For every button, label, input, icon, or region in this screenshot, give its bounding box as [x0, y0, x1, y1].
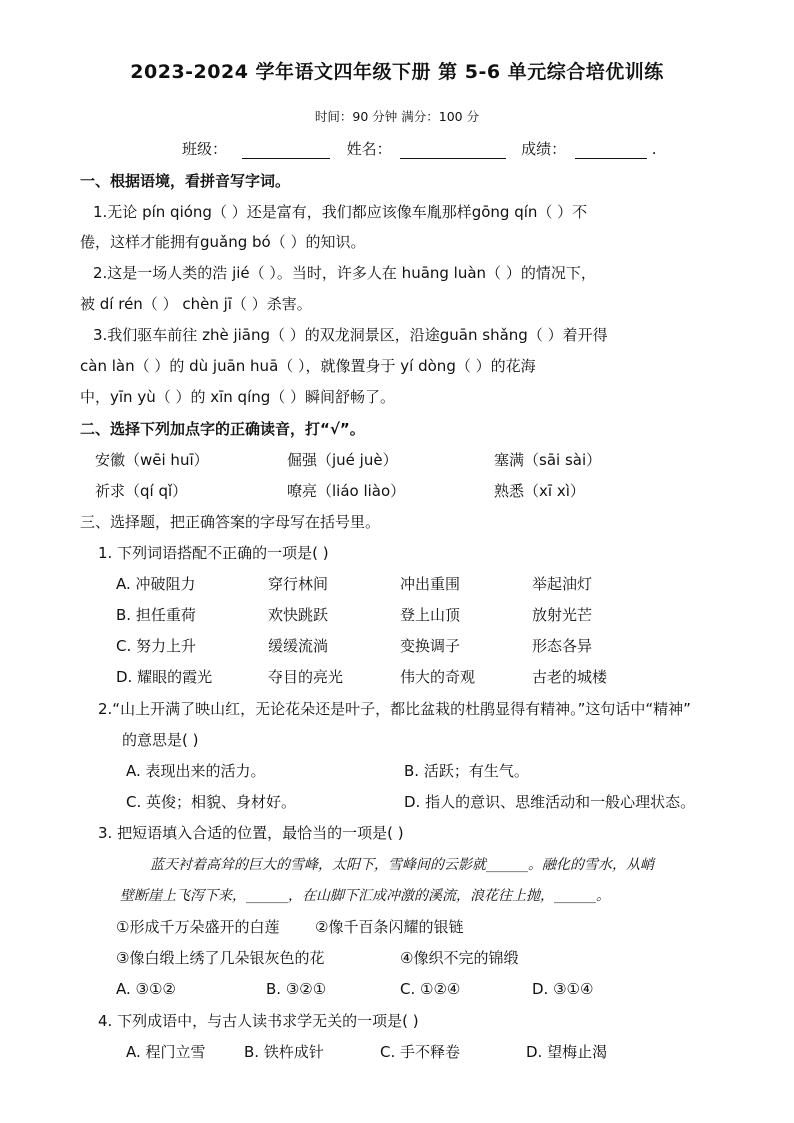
q1-option: 伟大的奇观 [400, 668, 476, 686]
q1-option: D. 耀眼的霞光 [116, 668, 213, 686]
class-field[interactable] [242, 142, 330, 159]
q2-stem: 2.“山上开满了映山红，无论花朵还是叶子，都比盆栽的杜鹃显得有精神。”这句话中“精神” [98, 700, 691, 718]
page-title: 2023-2024 学年语文四年级下册 第 5-6 单元综合培优训练 [130, 61, 664, 83]
student-info-row [182, 139, 657, 159]
q3-answer: A. ③①② [116, 980, 176, 998]
q3-phrase-2: ②像千百条闪耀的银链 [315, 918, 464, 936]
s1-line-5: 3.我们驱车前往 zhè jiāng（ ）的双龙洞景区，沿途guān shǎng（ ）着开得 [93, 326, 608, 344]
q1-option: 举起油灯 [532, 575, 593, 593]
q1-option: 变换调子 [400, 637, 461, 655]
q1-option: 冲出重围 [400, 575, 461, 593]
q3-stem: 3. 把短语填入合适的位置，最恰当的一项是( ) [98, 824, 404, 842]
score-label: 成绩： [521, 140, 567, 158]
q4-answer: A. 程门立雪 [126, 1043, 206, 1061]
s2-item: 祈求（qí qǐ） [95, 482, 188, 500]
q1-option: 形态各异 [532, 637, 593, 655]
s1-line-6: càn làn（ ）的 dù juān huā（ ），就像置身于 yí dòng（ ）的花海 [80, 357, 536, 375]
q1-option: 古老的城楼 [532, 668, 608, 686]
q3-phrase-1: ①形成千万朵盛开的白莲 [116, 918, 280, 936]
q1-option: A. 冲破阻力 [116, 575, 196, 593]
q2-option-d: D. 指人的意识、思维活动和一般心理状态。 [404, 793, 696, 811]
q3-answer: B. ③②① [266, 980, 327, 998]
s2-item: 倔强（jué juè） [287, 451, 398, 469]
s2-item: 熟悉（xī xì） [494, 482, 585, 500]
end-mark: . [651, 140, 657, 158]
q3-answer: D. ③①④ [532, 980, 594, 998]
exam-meta: 时间：90 分钟 满分：100 分 [314, 109, 480, 124]
q1-option: C. 努力上升 [116, 637, 197, 655]
q3-passage-line1: 蓝天衬着高耸的巨大的雪峰，太阳下，雪峰间的云影就______。融化的雪水，从峭 [150, 857, 654, 873]
s2-item: 安徽（wēi huī） [95, 451, 209, 469]
q1-option: 穿行林间 [268, 575, 329, 593]
q4-answer: B. 铁杵成针 [244, 1043, 324, 1061]
q1-option: 放射光芒 [532, 606, 593, 624]
q1-option: 欢快跳跃 [268, 606, 329, 624]
q4-stem: 4. 下列成语中，与古人读书求学无关的一项是( ) [98, 1012, 419, 1030]
q3-answer: C. ①②④ [400, 980, 461, 998]
s2-item: 嘹亮（liáo liào） [287, 482, 406, 500]
s1-line-2: 倦，这样才能拥有guǎng bó（ ）的知识。 [80, 233, 366, 251]
section3-heading: 三、选择题，把正确答案的字母写在括号里。 [80, 513, 381, 531]
q3-passage-line2: 壁断崖上飞泻下来，______，在山脚下汇成冲激的溪流，浪花往上抛，______。 [120, 888, 610, 904]
s1-line-3: 2.这是一场人类的浩 jié（ ）。当时，许多人在 huāng luàn（ ）的情况下， [93, 264, 596, 282]
q3-phrase-4: ④像织不完的锦缎 [400, 949, 519, 967]
q2-option-b: B. 活跃；有生气。 [404, 762, 529, 780]
class-label: 班级： [182, 140, 228, 158]
name-field[interactable] [400, 142, 506, 159]
section2-heading: 二、选择下列加点字的正确读音，打“√”。 [80, 420, 365, 438]
q1-option: 夺目的亮光 [268, 668, 344, 686]
q4-answer: D. 望梅止渴 [526, 1043, 608, 1061]
s1-line-7: 中，yīn yù（ ）的 xīn qíng（ ）瞬间舒畅了。 [80, 388, 396, 406]
q1-option: 缓缓流淌 [268, 637, 329, 655]
s1-line-4: 被 dí rén（ ） chèn jī（ ）杀害。 [80, 295, 312, 313]
score-field[interactable] [575, 142, 647, 159]
s1-line-1: 1.无论 pín qióng（ ）还是富有，我们都应该像车胤那样gōng qín（ ）不 [93, 203, 588, 221]
q3-phrase-3: ③像白缎上绣了几朵银灰色的花 [116, 949, 325, 967]
q1-option: B. 担任重荷 [116, 606, 196, 624]
name-label: 姓名： [346, 140, 392, 158]
q2-option-a: A. 表现出来的活力。 [126, 762, 266, 780]
q2-option-c: C. 英俊；相貌、身材好。 [126, 793, 297, 811]
q2-stem-cont: 的意思是( ) [122, 731, 199, 749]
q1-option: 登上山顶 [400, 606, 461, 624]
q4-answer: C. 手不释卷 [380, 1043, 461, 1061]
q1-stem: 1. 下列词语搭配不正确的一项是( ) [98, 544, 329, 562]
section1-heading: 一、根据语境，看拼音写字词。 [80, 172, 291, 190]
s2-item: 塞满（sāi sài） [494, 451, 602, 469]
